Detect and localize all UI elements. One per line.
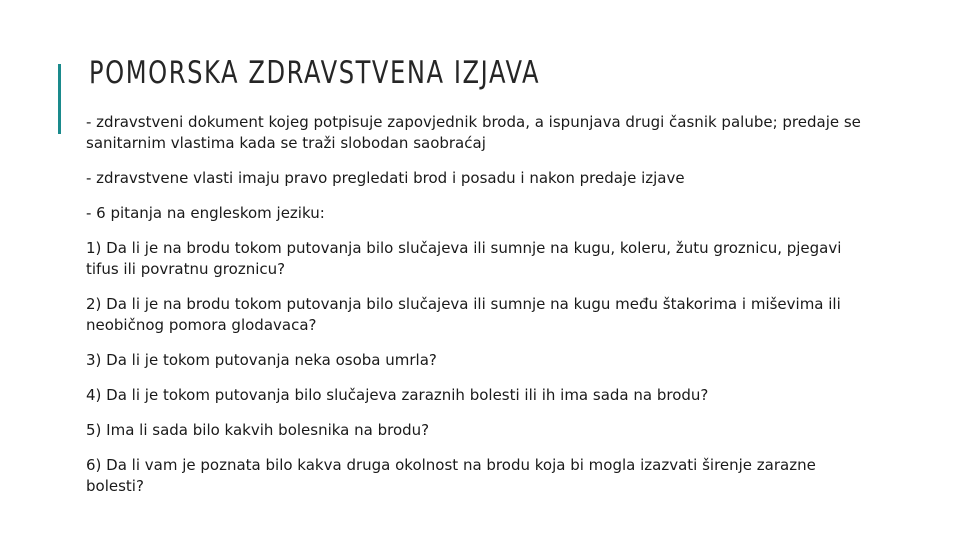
question-3: 3) Da li je tokom putovanja neka osoba umrla? (86, 351, 437, 369)
paragraph-questions-intro: - 6 pitanja na engleskom jeziku: (86, 204, 325, 222)
question-6: 6) Da li vam je poznata bilo kakva druga okolnost na brodu koja bi mogla izazvati širenje zarazne bolesti? (86, 456, 816, 495)
paragraph-intro: - zdravstveni dokument kojeg potpisuje zapovjednik broda, a ispunjava drugi časnik palube; predaje se sanitarnim vlastima kada se traži slobodan saobraćaj (86, 113, 861, 152)
slide-title: POMORSKA ZDRAVSTVENA IZJAVA (89, 55, 541, 91)
slide-body (86, 112, 876, 511)
question-2: 2) Da li je na brodu tokom putovanja bilo slučajeva ili sumnje na kugu među štakorima i miševima ili neobičnog pomora glodavaca? (86, 295, 841, 334)
question-5: 5) Ima li sada bilo kakvih bolesnika na brodu? (86, 421, 430, 439)
paragraph-inspection: - zdravstvene vlasti imaju pravo pregledati brod i posadu i nakon predaje izjave (86, 169, 685, 187)
question-4: 4) Da li je tokom putovanja bilo slučajeva zaraznih bolesti ili ih ima sada na brodu? (86, 386, 709, 404)
title-accent-bar (58, 64, 61, 134)
question-1: 1) Da li je na brodu tokom putovanja bilo slučajeva ili sumnje na kugu, koleru, žutu groznicu, pjegavi tifus ili povratnu groznicu? (86, 239, 842, 278)
